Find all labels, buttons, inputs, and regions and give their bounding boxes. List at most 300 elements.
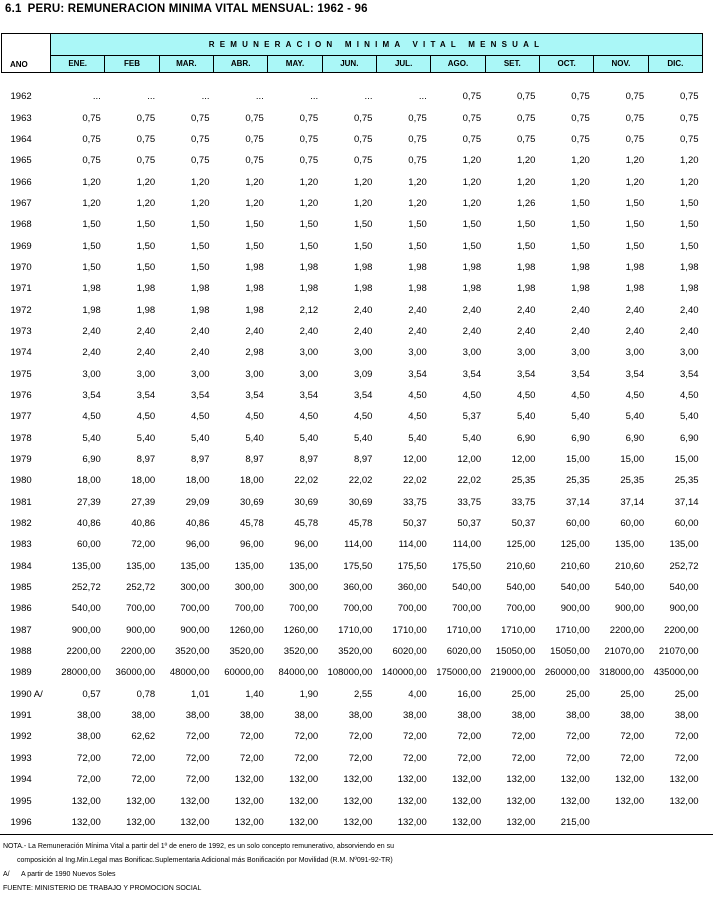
value-cell: 3,54: [625, 368, 645, 380]
value-cell: 0,75: [625, 133, 645, 145]
value-cell: 1,50: [408, 219, 427, 231]
value-cell: 210,60: [560, 560, 590, 572]
value-cell: 1,20: [82, 176, 101, 188]
value-cell: 2,98: [245, 347, 264, 359]
year-cell: 1976: [10, 389, 32, 401]
value-cell: 72,00: [620, 731, 645, 743]
value-cell: 1,98: [299, 283, 319, 295]
value-cell: 6020,00: [392, 646, 427, 658]
value-cell: 132,00: [289, 795, 319, 807]
value-cell: 3,00: [408, 347, 427, 359]
value-cell: 1,50: [625, 240, 645, 252]
value-cell: 0,75: [353, 133, 373, 145]
value-cell: 3,00: [462, 347, 482, 359]
value-cell: 1,20: [353, 176, 373, 188]
value-cell: 0,75: [462, 91, 482, 103]
value-cell: 1,50: [571, 197, 590, 209]
month-header: JUL.: [376, 55, 430, 72]
value-cell: 3,54: [190, 389, 210, 401]
month-header: NOV.: [594, 55, 648, 72]
value-cell: 38,00: [674, 710, 699, 722]
value-cell: 1,20: [625, 176, 645, 188]
value-cell: 5,40: [680, 411, 699, 423]
month-header: DIC.: [648, 55, 702, 72]
value-cell: 140000,00: [381, 667, 427, 679]
value-cell: 900,00: [669, 603, 699, 615]
value-cell: 38,00: [185, 710, 210, 722]
value-cell: 38,00: [566, 710, 590, 722]
value-cell: 18,00: [131, 475, 156, 487]
table-row: [2, 321, 703, 342]
value-cell: 135,00: [669, 539, 699, 551]
value-cell: 72,00: [131, 774, 156, 786]
value-cell: 3,54: [571, 368, 590, 380]
value-cell: 1,50: [190, 261, 210, 273]
value-cell: 50,37: [457, 518, 482, 530]
value-cell: 22,02: [348, 475, 373, 487]
value-cell: 30,69: [294, 496, 319, 508]
table-row: [2, 812, 703, 833]
value-cell: 1,98: [190, 304, 210, 316]
value-cell: 22,02: [294, 475, 319, 487]
value-cell: 1,50: [82, 240, 101, 252]
value-cell: 0,75: [136, 133, 156, 145]
value-cell: 1,50: [625, 197, 645, 209]
value-cell: 0,78: [136, 688, 156, 700]
value-cell: 1,50: [516, 219, 536, 231]
value-cell: 37,14: [674, 496, 699, 508]
year-cell: 1971: [10, 283, 32, 295]
value-cell: 1,98: [136, 283, 156, 295]
value-cell: 1,20: [516, 176, 536, 188]
table-row: [2, 214, 703, 235]
value-cell: 132,00: [397, 774, 427, 786]
value-cell: 1,50: [571, 219, 590, 231]
value-cell: 5,40: [516, 411, 536, 423]
value-cell: 132,00: [560, 795, 590, 807]
value-cell: 3520,00: [229, 646, 264, 658]
value-cell: 0,75: [462, 133, 482, 145]
value-cell: 29,09: [185, 496, 210, 508]
value-cell: 1,98: [190, 283, 210, 295]
value-cell: 3520,00: [338, 646, 373, 658]
value-cell: 1710,00: [338, 624, 373, 636]
value-cell: 3,00: [82, 368, 101, 380]
table-row: [2, 492, 703, 513]
year-cell: 1974: [10, 347, 32, 359]
value-cell: 48000,00: [169, 667, 210, 679]
value-cell: 3,00: [680, 347, 699, 359]
value-cell: 132,00: [397, 816, 427, 828]
value-cell: 72,00: [457, 752, 482, 764]
value-cell: 2200,00: [120, 646, 156, 658]
value-cell: 2,55: [353, 688, 373, 700]
value-cell: 2200,00: [66, 646, 101, 658]
value-cell: 5,40: [299, 432, 319, 444]
value-cell: 12,00: [403, 454, 427, 466]
value-cell: 1,98: [625, 261, 645, 273]
value-cell: 1,98: [299, 261, 319, 273]
value-cell: 1,98: [680, 261, 699, 273]
value-cell: 1,20: [245, 176, 264, 188]
value-cell: 1,20: [353, 197, 373, 209]
value-cell: 1,20: [680, 176, 699, 188]
value-cell: 5,40: [82, 432, 101, 444]
value-cell: 38,00: [620, 710, 645, 722]
value-cell: 0,75: [571, 112, 590, 124]
value-cell: ...: [418, 91, 427, 103]
value-cell: 60,00: [620, 518, 645, 530]
value-cell: 2,40: [82, 325, 101, 337]
value-cell: 37,14: [620, 496, 645, 508]
value-cell: 210,60: [506, 560, 536, 572]
value-cell: 72,00: [403, 752, 427, 764]
value-cell: 3520,00: [175, 646, 210, 658]
value-cell: 540,00: [560, 582, 590, 594]
value-cell: 2,40: [680, 304, 699, 316]
value-cell: 300,00: [180, 582, 210, 594]
value-cell: 25,35: [620, 475, 645, 487]
page-title: [5, 3, 368, 15]
value-cell: 4,50: [245, 411, 264, 423]
value-cell: 72,00: [294, 752, 319, 764]
value-cell: 45,78: [348, 518, 373, 530]
value-cell: 50,37: [511, 518, 536, 530]
value-cell: 1,98: [408, 283, 427, 295]
nota-line-1: NOTA.- La Remuneración Mínima Vital a partir del 1º de enero de 1992, es un solo concepto remunerativo, absorviendo en su: [3, 843, 395, 850]
span-header: REMUNERACION MINIMA VITAL MENSUAL: [51, 34, 703, 56]
value-cell: 3520,00: [283, 646, 319, 658]
value-cell: 4,50: [353, 411, 373, 423]
value-cell: 25,00: [566, 688, 590, 700]
value-cell: 40,86: [185, 518, 210, 530]
nota-line-2: composición al Ing.Min.Legal mas Bonificac.Suplementaria Adicional más Bonificación por Movilidad (R.M. Nº091-92-TR): [17, 857, 393, 864]
value-cell: 3,54: [245, 389, 264, 401]
value-cell: 3,54: [353, 389, 373, 401]
table-row: [2, 257, 703, 278]
value-cell: 1,98: [462, 261, 482, 273]
value-cell: 2,40: [245, 325, 264, 337]
value-cell: 175,50: [452, 560, 482, 572]
value-cell: 3,00: [625, 347, 645, 359]
value-cell: 30,69: [240, 496, 264, 508]
value-cell: 25,35: [511, 475, 536, 487]
value-cell: 6,90: [680, 432, 699, 444]
year-cell: 1977: [10, 411, 32, 423]
value-cell: ...: [147, 91, 156, 103]
value-cell: 132,00: [343, 774, 373, 786]
value-cell: 40,86: [77, 518, 101, 530]
table-row: [2, 684, 703, 705]
value-cell: 4,50: [571, 389, 590, 401]
value-cell: 2,40: [408, 325, 427, 337]
value-cell: 96,00: [240, 539, 264, 551]
value-cell: 2,40: [625, 325, 645, 337]
year-cell: 1964: [10, 133, 32, 145]
value-cell: 6,90: [516, 432, 536, 444]
value-cell: 1,50: [680, 240, 699, 252]
value-cell: 18,00: [185, 475, 210, 487]
value-cell: 132,00: [669, 795, 699, 807]
value-cell: 1,20: [571, 155, 590, 167]
table-row: [2, 534, 703, 555]
value-cell: 2,40: [353, 304, 373, 316]
table-row: [2, 299, 703, 320]
value-cell: 132,00: [71, 816, 101, 828]
value-cell: 1,20: [299, 197, 319, 209]
table-row: [2, 278, 703, 299]
value-cell: 72,00: [566, 752, 590, 764]
value-cell: 175000,00: [436, 667, 482, 679]
value-cell: 6,90: [82, 454, 101, 466]
value-cell: 132,00: [615, 795, 645, 807]
table-row: [2, 193, 703, 214]
value-cell: 72,00: [403, 731, 427, 743]
value-cell: 3,54: [516, 368, 536, 380]
value-cell: 8,97: [245, 454, 264, 466]
year-cell: 1973: [10, 325, 32, 337]
value-cell: 38,00: [294, 710, 319, 722]
year-cell: 1993: [10, 752, 32, 764]
value-cell: 38,00: [77, 731, 101, 743]
value-cell: 114,00: [344, 539, 373, 551]
value-cell: 12,00: [511, 454, 536, 466]
table-row: [2, 513, 703, 534]
value-cell: 1,50: [353, 219, 373, 231]
value-cell: 16,00: [457, 688, 482, 700]
value-cell: 0,75: [82, 112, 101, 124]
value-cell: 0,75: [82, 155, 101, 167]
value-cell: 900,00: [180, 624, 210, 636]
value-cell: 0,75: [299, 133, 319, 145]
table-row: [2, 342, 703, 363]
value-cell: 18,00: [77, 475, 101, 487]
value-cell: 2,40: [408, 304, 427, 316]
year-cell: 1982: [10, 518, 32, 530]
value-cell: 8,97: [353, 454, 373, 466]
footnotes: [3, 840, 394, 896]
year-cell: 1985: [10, 582, 32, 594]
value-cell: 2200,00: [664, 624, 699, 636]
value-cell: 135,00: [126, 560, 156, 572]
value-cell: 1,20: [462, 155, 482, 167]
value-cell: 1,20: [408, 176, 427, 188]
value-cell: 1,98: [516, 283, 536, 295]
table-row: [2, 406, 703, 427]
value-cell: 2,40: [353, 325, 373, 337]
year-cell: 1990 A/: [10, 688, 43, 700]
table-row: [2, 428, 703, 449]
value-cell: 3,00: [245, 368, 264, 380]
year-cell: 1963: [10, 112, 32, 124]
wage-table: [1, 33, 703, 833]
value-cell: 3,54: [136, 389, 156, 401]
value-cell: 30,69: [348, 496, 373, 508]
table-title: PERU: REMUNERACION MINIMA VITAL MENSUAL: 1962 - 96: [27, 3, 368, 15]
value-cell: 132,00: [343, 816, 373, 828]
value-cell: 5,40: [625, 411, 645, 423]
value-cell: 1,50: [516, 240, 536, 252]
value-cell: 38,00: [457, 710, 482, 722]
year-cell: 1996: [10, 816, 32, 828]
value-cell: 96,00: [294, 539, 319, 551]
value-cell: 0,57: [82, 688, 101, 700]
value-cell: 2,40: [190, 347, 210, 359]
year-cell: 1995: [10, 795, 32, 807]
value-cell: 1710,00: [392, 624, 427, 636]
value-cell: 0,75: [353, 155, 373, 167]
value-cell: 8,97: [190, 454, 210, 466]
year-cell: 1978: [10, 432, 32, 444]
value-cell: 215,00: [560, 816, 590, 828]
month-header: MAR.: [159, 55, 213, 72]
value-cell: 1,50: [462, 240, 482, 252]
value-cell: 1260,00: [283, 624, 319, 636]
value-cell: 0,75: [353, 112, 373, 124]
value-cell: 21070,00: [658, 646, 699, 658]
year-cell: 1962: [10, 91, 32, 103]
value-cell: 3,00: [516, 347, 536, 359]
value-cell: 1,98: [82, 283, 101, 295]
value-cell: 700,00: [506, 603, 536, 615]
value-cell: 1,98: [571, 283, 590, 295]
value-cell: 175,50: [343, 560, 373, 572]
value-cell: 3,54: [82, 389, 101, 401]
value-cell: 4,50: [408, 389, 427, 401]
table-row: [2, 171, 703, 192]
table-row: [2, 470, 703, 491]
value-cell: 72,00: [348, 752, 373, 764]
value-cell: 1,98: [245, 261, 264, 273]
value-cell: 60,00: [566, 518, 590, 530]
table-row: [2, 769, 703, 790]
value-cell: 1,01: [190, 688, 210, 700]
table-row: [2, 577, 703, 598]
value-cell: 72,00: [511, 731, 536, 743]
value-cell: 0,75: [516, 91, 536, 103]
value-cell: 0,75: [516, 112, 536, 124]
table-row: [2, 620, 703, 641]
value-cell: 0,75: [299, 112, 319, 124]
value-cell: 318000,00: [599, 667, 645, 679]
value-cell: 0,75: [516, 133, 536, 145]
value-cell: 15,00: [620, 454, 645, 466]
year-cell: 1967: [10, 197, 32, 209]
month-header: SET.: [485, 55, 539, 72]
value-cell: 50,37: [403, 518, 427, 530]
value-cell: 132,00: [506, 795, 536, 807]
value-cell: 5,40: [462, 432, 482, 444]
value-cell: 132,00: [126, 795, 156, 807]
value-cell: [594, 812, 648, 833]
value-cell: 132,00: [71, 795, 101, 807]
value-cell: 700,00: [234, 603, 264, 615]
value-cell: 1,98: [516, 261, 536, 273]
value-cell: 132,00: [506, 774, 536, 786]
value-cell: 252,72: [71, 582, 101, 594]
value-cell: 132,00: [615, 774, 645, 786]
value-cell: 4,00: [408, 688, 427, 700]
value-cell: 132,00: [452, 816, 482, 828]
value-cell: 1,50: [82, 261, 101, 273]
value-cell: 72,00: [77, 774, 101, 786]
value-cell: 0,75: [245, 133, 264, 145]
value-cell: 900,00: [71, 624, 101, 636]
value-cell: 22,02: [457, 475, 482, 487]
value-cell: 45,78: [294, 518, 319, 530]
value-cell: 4,50: [625, 389, 645, 401]
value-cell: 4,50: [516, 389, 536, 401]
value-cell: 60000,00: [224, 667, 264, 679]
value-cell: 300,00: [289, 582, 319, 594]
value-cell: 540,00: [506, 582, 536, 594]
value-cell: 3,00: [353, 347, 373, 359]
value-cell: 252,72: [669, 560, 699, 572]
value-cell: [648, 812, 702, 833]
value-cell: 12,00: [457, 454, 482, 466]
year-cell: 1966: [10, 176, 32, 188]
table-row: [2, 662, 703, 683]
value-cell: 2,40: [625, 304, 645, 316]
value-cell: 72,00: [566, 731, 590, 743]
value-cell: 900,00: [126, 624, 156, 636]
value-cell: 1,50: [136, 261, 156, 273]
value-cell: 132,00: [234, 774, 264, 786]
value-cell: 1,50: [190, 219, 210, 231]
value-cell: 132,00: [289, 816, 319, 828]
year-cell: 1968: [10, 219, 32, 231]
value-cell: 0,75: [680, 91, 699, 103]
year-cell: 1992: [10, 731, 32, 743]
value-cell: 6020,00: [446, 646, 482, 658]
value-cell: 15050,00: [550, 646, 590, 658]
value-cell: 132,00: [506, 816, 536, 828]
year-cell: 1965: [10, 155, 32, 167]
value-cell: 175,50: [397, 560, 427, 572]
month-header: OCT.: [539, 55, 593, 72]
value-cell: 72,00: [674, 731, 699, 743]
value-cell: 4,50: [680, 389, 699, 401]
value-cell: 8,97: [136, 454, 156, 466]
value-cell: 3,54: [299, 389, 319, 401]
value-cell: 1,50: [408, 240, 427, 252]
table-row: [2, 598, 703, 619]
value-cell: 135,00: [289, 560, 319, 572]
value-cell: 3,00: [571, 347, 590, 359]
value-cell: 0,75: [408, 112, 427, 124]
value-cell: 72,00: [77, 752, 101, 764]
value-cell: 1,98: [245, 283, 264, 295]
value-cell: ...: [310, 91, 319, 103]
value-cell: 132,00: [180, 795, 210, 807]
value-cell: 108000,00: [327, 667, 373, 679]
value-cell: 72,00: [511, 752, 536, 764]
value-cell: 36000,00: [115, 667, 156, 679]
value-cell: 132,00: [669, 774, 699, 786]
year-cell: 1988: [10, 646, 32, 658]
value-cell: 1,20: [408, 197, 427, 209]
value-cell: 38,00: [403, 710, 427, 722]
value-cell: 1,50: [462, 219, 482, 231]
value-cell: 4,50: [299, 411, 319, 423]
value-cell: 1,98: [353, 261, 373, 273]
value-cell: 2,40: [190, 325, 210, 337]
month-header: FEB: [105, 55, 159, 72]
value-cell: 1710,00: [446, 624, 482, 636]
value-cell: 27,39: [77, 496, 101, 508]
value-cell: 132,00: [126, 816, 156, 828]
value-cell: 72,00: [131, 539, 156, 551]
